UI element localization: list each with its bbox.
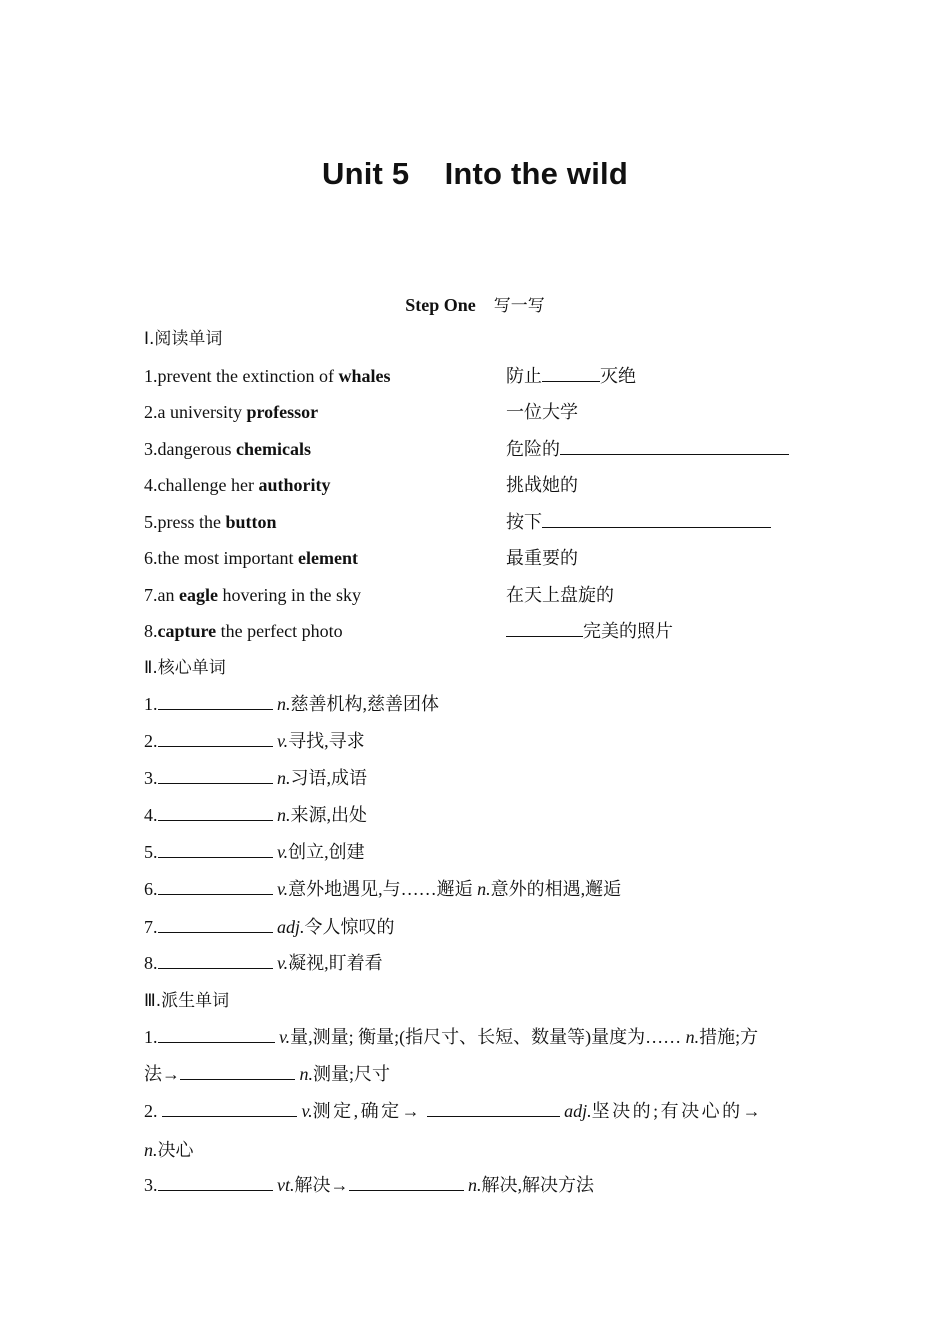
answer-blank[interactable] (158, 692, 273, 710)
reading-item-cn: 一位大学 (506, 402, 578, 422)
reading-item-cn: 最重要的 (506, 548, 578, 568)
step-cn: 写一写 (493, 296, 545, 316)
reading-item: 2.a university professor (144, 402, 319, 422)
answer-blank[interactable] (158, 803, 273, 821)
answer-blank[interactable] (158, 915, 273, 933)
answer-blank[interactable] (180, 1062, 295, 1080)
derivative-item-cont: n.决心 (144, 1140, 194, 1160)
reading-item-cn: 按下 (506, 510, 771, 534)
unit-title: Unit 5 Into the wild (322, 156, 628, 191)
section3-heading: Ⅲ.派生单词 (144, 991, 230, 1011)
reading-item: 6.the most important element (144, 548, 358, 568)
reading-item: 8.capture the perfect photo (144, 621, 343, 641)
reading-item-cn: 在天上盘旋的 (506, 585, 614, 605)
answer-blank[interactable] (542, 510, 771, 528)
answer-blank[interactable] (158, 1173, 273, 1191)
section1-heading: Ⅰ.阅读单词 (144, 329, 223, 349)
answer-blank[interactable] (158, 1025, 275, 1043)
derivative-item: 2. v.测定,确定→ adj.坚决的;有决心的→ (144, 1101, 764, 1121)
answer-blank[interactable] (158, 729, 273, 747)
derivative-item-cont: 法→ n.测量;尺寸 (144, 1064, 391, 1084)
reading-item: 3.dangerous chemicals (144, 439, 311, 459)
reading-item-cn: 危险的 (506, 437, 789, 461)
answer-blank[interactable] (560, 437, 789, 455)
answer-blank[interactable] (349, 1173, 464, 1191)
core-item: 1. n.慈善机构,慈善团体 (144, 694, 439, 714)
answer-blank[interactable] (427, 1099, 560, 1117)
answer-blank[interactable] (542, 364, 600, 382)
answer-blank[interactable] (158, 840, 273, 858)
answer-blank[interactable] (506, 619, 583, 637)
core-item: 3. n.习语,成语 (144, 768, 367, 788)
section2-heading: Ⅱ.核心单词 (144, 658, 226, 678)
reading-item: 4.challenge her authority (144, 475, 331, 495)
derivative-item: 3. vt.解决→ n.解决,解决方法 (144, 1175, 594, 1195)
core-item: 7. adj.令人惊叹的 (144, 917, 395, 937)
answer-blank[interactable] (158, 877, 273, 895)
step-label: Step One (405, 295, 476, 315)
answer-blank[interactable] (162, 1099, 297, 1117)
reading-item: 7.an eagle hovering in the sky (144, 585, 361, 605)
core-item: 5. v.创立,创建 (144, 842, 365, 862)
core-item: 8. v.凝视,盯着看 (144, 953, 383, 973)
core-item: 2. v.寻找,寻求 (144, 731, 365, 751)
reading-item-cn: 完美的照片 (506, 619, 673, 643)
step-heading (0, 291, 950, 316)
core-item: 6. v.意外地遇见,与……邂逅 n.意外的相遇,邂逅 (144, 879, 622, 899)
core-item: 4. n.来源,出处 (144, 805, 367, 825)
answer-blank[interactable] (158, 766, 273, 784)
answer-blank[interactable] (158, 951, 273, 969)
reading-item-cn: 挑战她的 (506, 475, 578, 495)
derivative-item: 1. v.量,测量; 衡量;(指尺寸、长短、数量等)量度为…… n.措施;方 (144, 1027, 759, 1047)
reading-item-cn: 防止 灭绝 (506, 366, 636, 386)
reading-item: 1.prevent the extinction of whales (144, 366, 391, 386)
reading-item: 5.press the button (144, 512, 277, 532)
